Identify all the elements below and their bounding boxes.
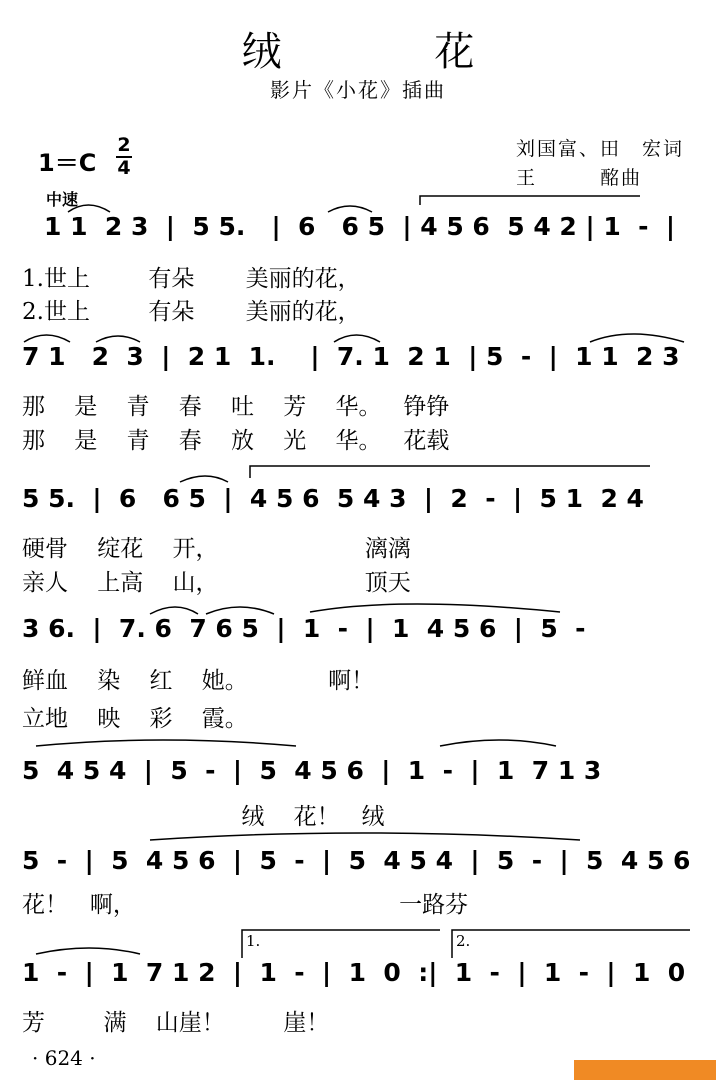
slur [24, 335, 70, 342]
slur [180, 476, 228, 482]
lyric-row-6: 花！ 啊， 一路芬 [22, 892, 469, 918]
slur [206, 607, 274, 614]
lyric-row-2-verse-1: 那 是 青 春 吐 芳 华。 铮铮 [22, 394, 450, 420]
slur [150, 607, 198, 614]
slur [310, 604, 560, 612]
notes-row-5: 5 4 5 4 | 5 - | 5 4 5 6 | 1 - | 1 7 1 3 [22, 756, 602, 785]
lyric-row-3-verse-1: 硬骨 绽花 开， 漓漓 [22, 536, 411, 562]
volta-bracket-1 [242, 930, 440, 958]
slur [334, 335, 380, 342]
tempo-marking: 中速 [46, 190, 79, 209]
phrase-bracket [420, 196, 640, 205]
slur [96, 336, 140, 342]
decorative-orange-bar [574, 1060, 716, 1080]
lyric-row-3-verse-2: 亲人 上高 山， 顶天 [22, 570, 411, 596]
notes-row-3: 5 5. | 6 6 5 | 4 5 6 5 4 3 | 2 - | 5 1 2 4 [22, 484, 644, 513]
notes-row-4: 3 6. | 7. 6 7 6 5 | 1 - | 1 4 5 6 | 5 - [22, 614, 586, 643]
slur [36, 740, 296, 746]
volta-first-ending: 1. [246, 932, 261, 950]
lyricist-credit: 刘国富、田 宏词 [516, 138, 685, 160]
notes-row-7: 1 - | 1 7 1 2 | 1 - | 1 0 :| 1 - | 1 - | 1 0 [22, 958, 686, 987]
lyric-row-2-verse-2: 那 是 青 春 放 光 华。 花载 [22, 428, 450, 454]
slur [440, 740, 556, 746]
time-signature-top: 2 [117, 134, 131, 156]
slur [590, 334, 684, 342]
notes-row-6: 5 - | 5 4 5 6 | 5 - | 5 4 5 4 | 5 - | 5 4 5 6 [22, 846, 691, 875]
volta-bracket-2 [452, 930, 690, 958]
slur [68, 205, 110, 212]
lyric-row-4-verse-2: 立地 映 彩 霞。 [22, 706, 248, 732]
song-title: 绒 花 [241, 29, 545, 75]
lyric-row-5: 绒 花！ 绒 [22, 804, 385, 830]
key-signature: 1＝C [38, 149, 97, 177]
slur [328, 206, 372, 212]
notes-row-1: 1 1 2 3 | 5 5. | 6 6 5 | 4 5 6 5 4 2 | 1 - | [44, 212, 676, 241]
lyric-row-1-verse-2: 2.世上 有朵 美丽的花， [22, 299, 361, 325]
slur [150, 833, 580, 840]
time-signature-bottom: 4 [117, 157, 131, 179]
notes-row-2: 7 1 2 3 | 2 1 1. | 7. 1 2 1 | 5 - | 1 1 2 3 [22, 342, 680, 371]
page-number: · 624 · [32, 1046, 96, 1070]
lyric-row-7: 芳 满 山崖！ 崖！ [22, 1010, 330, 1036]
lyric-row-1-verse-1: 1.世上 有朵 美丽的花， [22, 266, 361, 292]
song-subtitle: 影片《小花》插曲 [270, 78, 446, 102]
phrase-bracket [250, 466, 650, 478]
lyric-row-4-verse-1: 鲜血 染 红 她。 啊！ [22, 668, 375, 694]
volta-second-ending: 2. [456, 932, 471, 950]
slur [36, 948, 140, 954]
composer-credit: 王 酩曲 [516, 167, 643, 189]
